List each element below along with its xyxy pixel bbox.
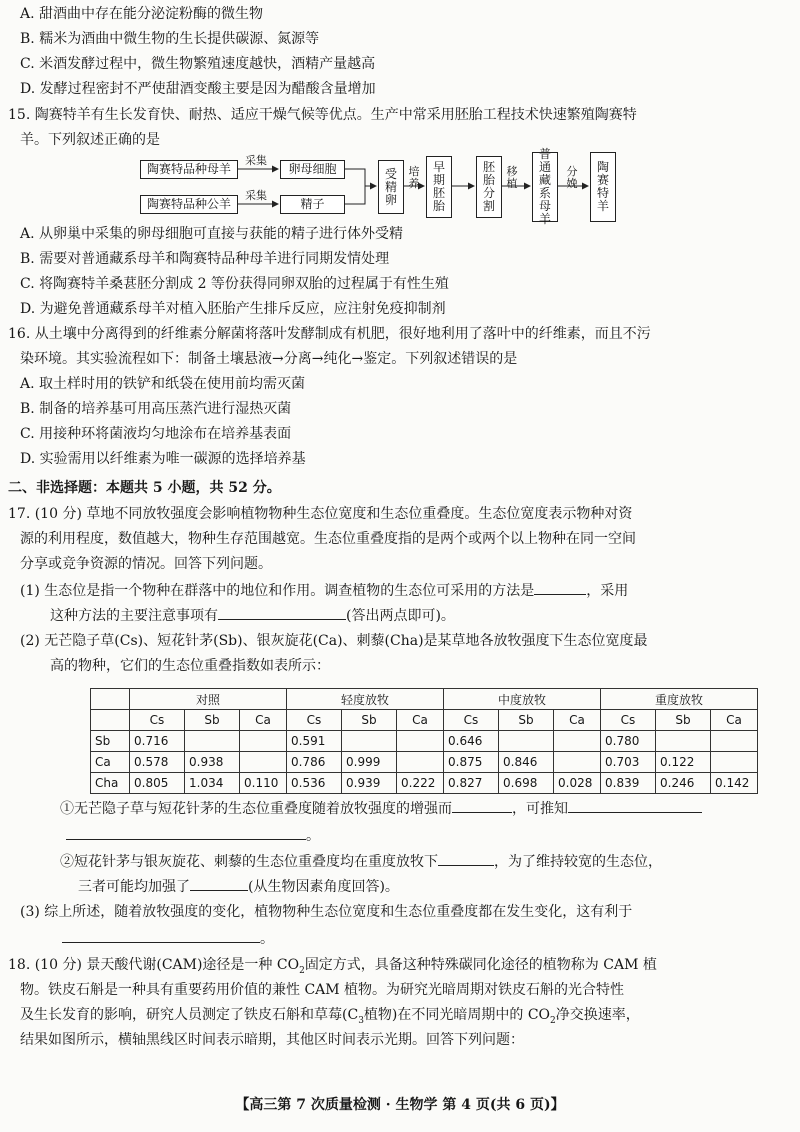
table-cell: 0.716 bbox=[130, 731, 185, 752]
oocyte-box: 卵母细胞 bbox=[280, 160, 345, 179]
answer-blank-precautions[interactable] bbox=[218, 605, 346, 620]
answer-blank-conclusion[interactable] bbox=[62, 928, 260, 943]
answer-blank-inference[interactable] bbox=[568, 798, 702, 813]
q17-stem-line1: 17. (10 分) 草地不同放牧强度会影响植物物种生态位宽度和生态位重叠度。生态位宽度表示物种对资 bbox=[8, 506, 633, 522]
q17-stem-line3: 分享或竞争资源的情况。回答下列问题。 bbox=[20, 556, 272, 572]
row-label: Cha bbox=[91, 773, 130, 794]
col-header: Cs bbox=[444, 710, 499, 731]
table-cell bbox=[397, 731, 444, 752]
sperm-box: 精子 bbox=[280, 195, 345, 214]
section2-title: 二、非选择题：本题共 5 小题，共 52 分。 bbox=[8, 480, 281, 496]
table-group-header-row bbox=[91, 689, 758, 710]
collect-label-female: 采集 bbox=[245, 154, 267, 167]
culture-label: 培养 bbox=[408, 165, 420, 190]
table-cell: 1.034 bbox=[185, 773, 240, 794]
q15-option-c: C. 将陶赛特羊桑葚胚分割成 2 等份获得同卵双胎的过程属于有性生殖 bbox=[20, 276, 449, 292]
answer-blank-method[interactable] bbox=[534, 580, 586, 595]
table-cell bbox=[185, 731, 240, 752]
q17-part1-line2: 这种方法的主要注意事项有 (答出两点即可)。 bbox=[50, 605, 455, 626]
table-cell: 0.703 bbox=[601, 752, 656, 773]
q17-sub1-line2: 。 bbox=[66, 825, 320, 846]
col-header: Ca bbox=[397, 710, 444, 731]
q17-stem-line2: 源的利用程度，数值越大，物种生存范围越宽。生态位重叠度指的是两个或两个以上物种在同一空间 bbox=[20, 531, 636, 547]
table-cell: 0.839 bbox=[601, 773, 656, 794]
table-cell: 0.142 bbox=[711, 773, 758, 794]
recipient-ewe-box: 普通藏系母羊 bbox=[532, 152, 558, 222]
q17-part2-line2: 高的物种，它们的生态位重叠指数如表所示： bbox=[50, 658, 330, 674]
table-sub-header-row bbox=[91, 710, 758, 731]
q15-stem-line2: 羊。下列叙述正确的是 bbox=[20, 132, 160, 148]
niche-overlap-table bbox=[90, 688, 758, 794]
table-cell: 0.646 bbox=[444, 731, 499, 752]
q16-stem-line1: 16. 从土壤中分离得到的纤维素分解菌将落叶发酵制成有机肥，很好地利用了落叶中的纤维素，而且不污 bbox=[8, 326, 651, 342]
table-cell bbox=[499, 731, 554, 752]
offspring-box: 陶赛特羊 bbox=[590, 152, 616, 222]
row-label: Ca bbox=[91, 752, 130, 773]
col-header: Sb bbox=[656, 710, 711, 731]
embryo-split-box: 胚胎分割 bbox=[476, 156, 502, 218]
q16-option-c: C. 用接种环将菌液均匀地涂布在培养基表面 bbox=[20, 426, 292, 442]
table-cell: 0.875 bbox=[444, 752, 499, 773]
table-cell: 0.110 bbox=[240, 773, 287, 794]
table-cell bbox=[397, 752, 444, 773]
table-cell bbox=[711, 752, 758, 773]
col-header: Ca bbox=[711, 710, 758, 731]
fertilized-egg-box: 受精卵 bbox=[378, 160, 404, 214]
table-cell: 0.846 bbox=[499, 752, 554, 773]
table-cell: 0.780 bbox=[601, 731, 656, 752]
table-cell: 0.028 bbox=[554, 773, 601, 794]
table-cell bbox=[342, 731, 397, 752]
q16-option-d: D. 实验需用以纤维素为唯一碳源的选择培养基 bbox=[20, 451, 306, 467]
q17-part3-line2: 。 bbox=[62, 928, 274, 949]
group-light-grazing: 轻度放牧 bbox=[287, 689, 444, 710]
table-cell bbox=[554, 752, 601, 773]
q18-stem-line3: 及生长发育的影响，研究人员测定了铁皮石斛和草莓($C_3$植物)在不同光暗周期中的 $CO_2$净交换速率， bbox=[20, 1007, 640, 1026]
table-cell: 0.222 bbox=[397, 773, 444, 794]
col-header: Cs bbox=[287, 710, 342, 731]
row-label: Sb bbox=[91, 731, 130, 752]
group-control: 对照 bbox=[130, 689, 287, 710]
table-cell: 0.578 bbox=[130, 752, 185, 773]
female-sheep-box: 陶赛特品种母羊 bbox=[140, 160, 238, 179]
col-header: Ca bbox=[240, 710, 287, 731]
q18-stem-line2: 物。铁皮石斛是一种具有重要药用价值的兼性 CAM 植物。为研究光暗周期对铁皮石斛的光合特性 bbox=[20, 982, 625, 998]
col-header: Cs bbox=[601, 710, 656, 731]
q15-option-b: B. 需要对普通藏系母羊和陶赛特品种母羊进行同期发情处理 bbox=[20, 251, 390, 267]
q16-option-b: B. 制备的培养基可用高压蒸汽进行湿热灭菌 bbox=[20, 401, 292, 417]
q17-sub2-line1: ②短花针茅与银灰旋花、刺藜的生态位重叠度均在重度放牧下 ，为了维持较宽的生态位， bbox=[60, 851, 662, 872]
q18-stem-line4: 结果如图所示，横轴黑线区时间表示暗期，其他区时间表示光期。回答下列问题： bbox=[20, 1032, 524, 1048]
table-cell: 0.999 bbox=[342, 752, 397, 773]
page-footer: 【高三第 7 次质量检测 · 生物学 第 4 页(共 6 页)】 bbox=[235, 1097, 565, 1113]
table-cell: 0.786 bbox=[287, 752, 342, 773]
table-cell: 0.591 bbox=[287, 731, 342, 752]
q15-option-d: D. 为避免普通藏系母羊对植入胚胎产生排斥反应，应注射免疫抑制剂 bbox=[20, 301, 446, 317]
q16-option-a: A. 取土样时用的铁铲和纸袋在使用前均需灭菌 bbox=[20, 376, 306, 392]
table-row bbox=[91, 731, 758, 752]
early-embryo-box: 早期胚胎 bbox=[426, 156, 452, 218]
table-cell bbox=[240, 752, 287, 773]
answer-blank-biotic-factor[interactable] bbox=[190, 876, 248, 891]
delivery-label: 分娩 bbox=[566, 165, 578, 190]
answer-blank-trend-2[interactable] bbox=[438, 851, 494, 866]
transfer-label: 移植 bbox=[506, 165, 518, 190]
q17-sub2-line2: 三者可能均加强了 (从生物因素角度回答)。 bbox=[78, 876, 399, 897]
table-cell: 0.246 bbox=[656, 773, 711, 794]
q14-option-a: A. 甜酒曲中存在能分泌淀粉酶的微生物 bbox=[20, 6, 264, 22]
col-header: Ca bbox=[554, 710, 601, 731]
table-row bbox=[91, 752, 758, 773]
q16-stem-line2: 染环境。其实验流程如下：制备土壤悬液→分离→纯化→鉴定。下列叙述错误的是 bbox=[20, 351, 518, 367]
col-header: Sb bbox=[342, 710, 397, 731]
q17-part3-line1: (3) 综上所述，随着放牧强度的变化，植物物种生态位宽度和生态位重叠度都在发生变化，这有利于 bbox=[20, 904, 633, 920]
table-cell: 0.938 bbox=[185, 752, 240, 773]
table-cell: 0.827 bbox=[444, 773, 499, 794]
collect-label-male: 采集 bbox=[245, 189, 267, 202]
q18-stem-line1: 18. (10 分) 景天酸代谢(CAM)途径是一种 $CO_2$固定方式，具备这种特殊碳同化途径的植物称为 CAM 植 bbox=[8, 957, 657, 976]
table-cell: 0.698 bbox=[499, 773, 554, 794]
q14-option-c: C. 米酒发酵过程中，微生物繁殖速度越快，酒精产量越高 bbox=[20, 56, 376, 72]
q17-part2-line1: (2) 无芒隐子草(Cs)、短花针茅(Sb)、银灰旋花(Ca)、刺藜(Cha)是某草地各放牧强度下生态位宽度最 bbox=[20, 633, 648, 649]
table-cell bbox=[656, 731, 711, 752]
table-cell: 0.939 bbox=[342, 773, 397, 794]
group-moderate-grazing: 中度放牧 bbox=[444, 689, 601, 710]
male-sheep-box: 陶赛特品种公羊 bbox=[140, 195, 238, 214]
table-cell: 0.536 bbox=[287, 773, 342, 794]
table-cell bbox=[554, 731, 601, 752]
answer-blank-inference-cont[interactable] bbox=[66, 825, 306, 840]
answer-blank-trend-1[interactable] bbox=[452, 798, 512, 813]
q14-option-b: B. 糯米为酒曲中微生物的生长提供碳源、氮源等 bbox=[20, 31, 320, 47]
table-cell bbox=[711, 731, 758, 752]
q17-part1-line1: (1) 生态位是指一个物种在群落中的地位和作用。调查植物的生态位可采用的方法是 ，采用 bbox=[20, 580, 628, 601]
q14-option-d: D. 发酵过程密封不严使甜酒变酸主要是因为醋酸含量增加 bbox=[20, 81, 376, 97]
col-header: Sb bbox=[499, 710, 554, 731]
col-header: Sb bbox=[185, 710, 240, 731]
q15-stem-line1: 15. 陶赛特羊有生长发育快、耐热、适应干燥气候等优点。生产中常采用胚胎工程技术快速繁殖陶赛特 bbox=[8, 107, 637, 123]
q15-option-a: A. 从卵巢中采集的卵母细胞可直接与获能的精子进行体外受精 bbox=[20, 226, 404, 242]
table-cell: 0.122 bbox=[656, 752, 711, 773]
table-row bbox=[91, 773, 758, 794]
q17-sub1-line1: ①无芒隐子草与短花针茅的生态位重叠度随着放牧强度的增强而 ，可推知 bbox=[60, 798, 702, 819]
col-header: Cs bbox=[130, 710, 185, 731]
table-cell bbox=[240, 731, 287, 752]
table-cell: 0.805 bbox=[130, 773, 185, 794]
group-heavy-grazing: 重度放牧 bbox=[601, 689, 758, 710]
